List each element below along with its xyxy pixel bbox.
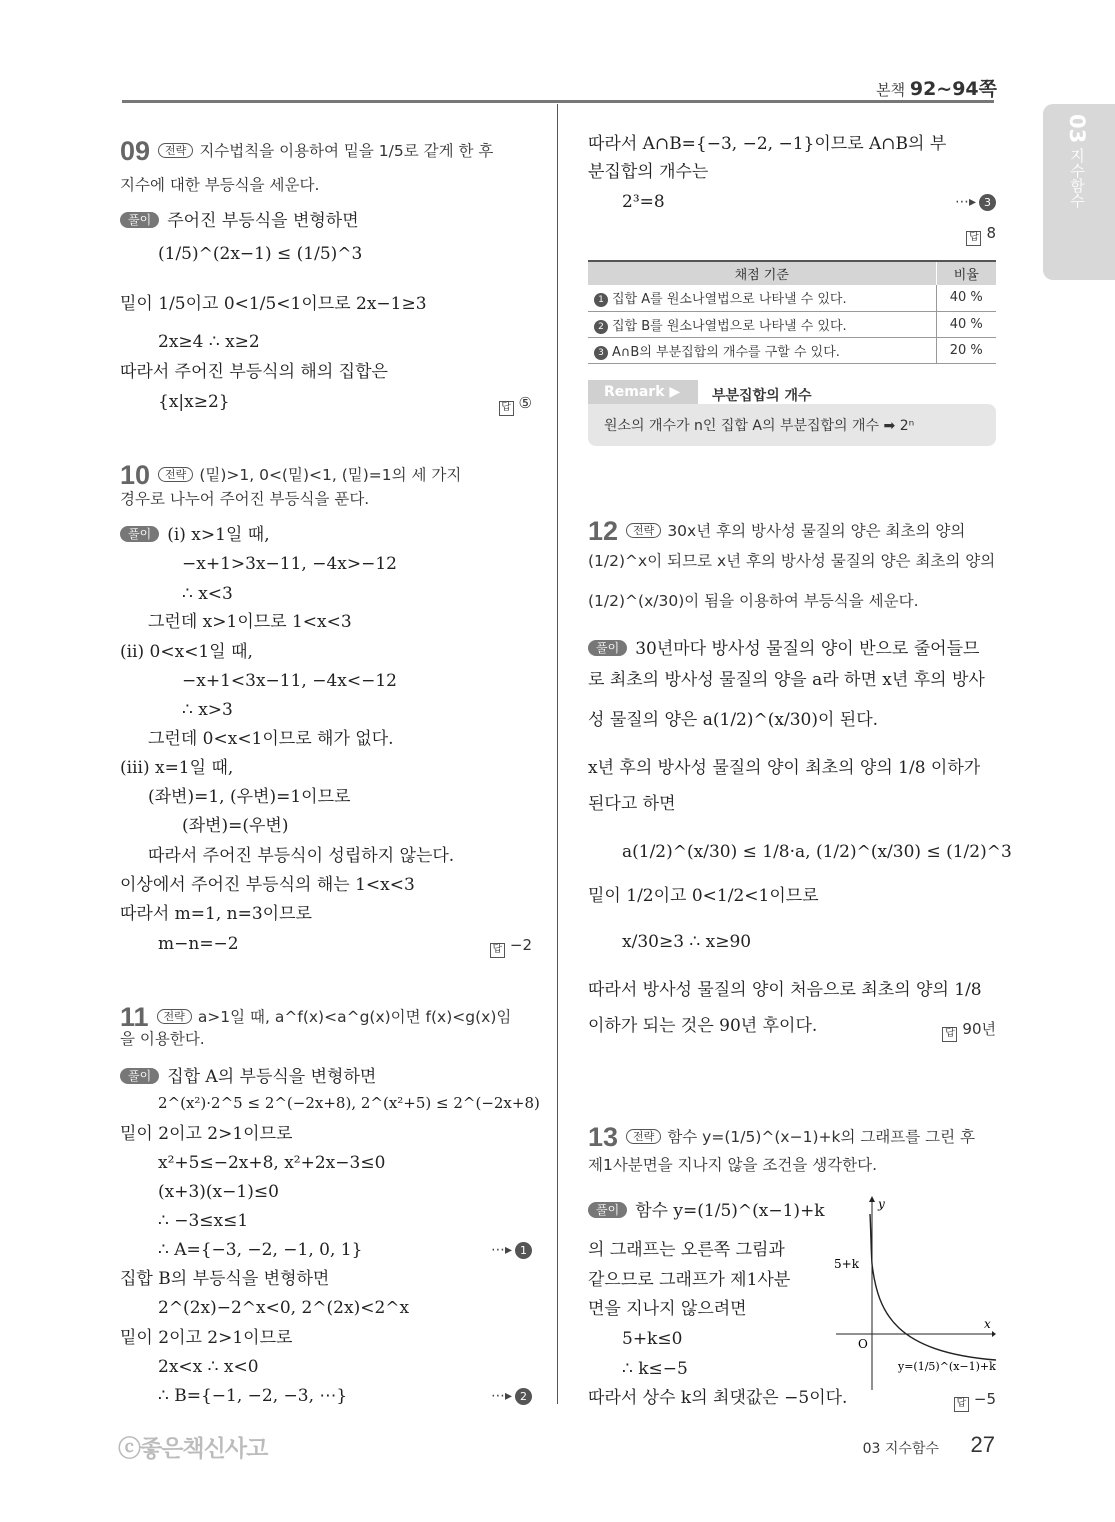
exponential-graph	[832, 1194, 996, 1390]
grading-table: 채점 기준 비율 1 집합 A를 원소나열법으로 나타낼 수 있다. 40 % 2 집합 B를 원소나열법으로 나타낼 수 있다. 40 % 3 A∩B의 부분집합의 개수를 구할 수 있다. 20 %	[588, 260, 996, 364]
text-line: 밑이 2이고 2>1이므로	[120, 1328, 293, 1348]
answer: 답 90년	[942, 1018, 996, 1042]
problem-number: 09	[120, 136, 151, 166]
text-line: ∴ −3≤x≤1	[158, 1211, 249, 1231]
remark-box: Remark ▶ 부분집합의 개수 원소의 개수가 n인 집합 A의 부분집합의 개수 ➡ 2ⁿ	[588, 380, 996, 446]
text-line: 5+k≤0	[622, 1329, 683, 1349]
step-mark: ⋯▸ 1	[491, 1242, 532, 1259]
text-line: a(1/2)^(x/30) ≤ 1/8·a, (1/2)^(x/30) ≤ (1/2)^3	[622, 842, 1012, 862]
solution-tag: 풀이	[588, 640, 627, 656]
header-page-ref: 본책 92~94쪽	[876, 78, 997, 100]
text-line: 이상에서 주어진 부등식의 해는 1<x<3	[120, 875, 415, 895]
text-line: 그런데 0<x<1이므로 해가 없다.	[148, 729, 394, 749]
solution-tag: 풀이	[120, 212, 159, 228]
text-line: 2x<x ∴ x<0	[158, 1357, 259, 1377]
strategy-tag: 전략	[626, 1129, 661, 1144]
text-line: (x+3)(x−1)≤0	[158, 1182, 279, 1202]
text-line: 집합 B의 부등식을 변형하면	[120, 1269, 330, 1289]
text-line: 2x≥4 ∴ x≥2	[158, 332, 260, 352]
solution-tag: 풀이	[588, 1202, 627, 1218]
text-line: 분집합의 개수는	[588, 162, 709, 182]
text-line: (1/2)^(x/30)이 됨을 이용하여 부등식을 세운다.	[588, 592, 919, 610]
text-line: 2³=8	[622, 192, 665, 212]
text-line: 밑이 1/5이고 0<1/5<1이므로 2x−1≥3	[120, 294, 427, 314]
text-line: ∴ A={−3, −2, −1, 0, 1}	[158, 1240, 363, 1260]
column-divider	[557, 104, 558, 1404]
y-axis-label: y	[878, 1197, 885, 1211]
problem-number: 11	[120, 1002, 149, 1032]
text-line: 경우로 나누어 주어진 부등식을 푼다.	[120, 490, 370, 508]
math-line: (1/5)^(2x−1) ≤ (1/5)^3	[158, 244, 363, 264]
text-line: x/30≥3 ∴ x≥90	[622, 932, 752, 952]
publisher-logo: ⓒ좋은책신사고	[118, 1436, 268, 1462]
text-line: (1/2)^x이 되므로 x년 후의 방사성 물질의 양은 최초의 양의	[588, 552, 996, 570]
text-line: (ⅱ) 0<x<1일 때,	[120, 642, 253, 662]
problem-number: 13	[588, 1122, 619, 1152]
text-line: 13 전략 함수 y=(1/5)^(x−1)+k의 그래프를 그린 후	[588, 1122, 976, 1152]
text-line: (좌변)=1, (우변)=1이므로	[148, 787, 351, 807]
text-line: 이하가 되는 것은 90년 후이다.	[588, 1016, 818, 1036]
text-line: 로 최초의 방사성 물질의 양을 a라 하면 x년 후의 방사	[588, 670, 985, 690]
text-line: 따라서 주어진 부등식이 성립하지 않는다.	[148, 846, 455, 866]
answer: 답 −2	[490, 936, 532, 958]
text-line: 2^(2x)−2^x<0, 2^(2x)<2^x	[158, 1298, 410, 1318]
text-line: x²+5≤−2x+8, x²+2x−3≤0	[158, 1153, 386, 1173]
text-line: 풀이 30년마다 방사성 물질의 양이 반으로 줄어들므	[588, 640, 979, 658]
text-line: 풀이 집합 A의 부등식을 변형하면	[120, 1068, 376, 1086]
strategy-tag: 전략	[626, 523, 661, 538]
y-intercept-label: 5+k	[834, 1257, 859, 1271]
text-line: 11 전략 a>1일 때, a^f(x)<a^g(x)이면 f(x)<g(x)임	[120, 1002, 512, 1032]
text-line: m−n=−2	[158, 934, 239, 954]
text-line: 따라서 m=1, n=3이므로	[120, 904, 312, 924]
text-line: 2^(x²)·2^5 ≤ 2^(−2x+8), 2^(x²+5) ≤ 2^(−2x+8)	[158, 1094, 540, 1112]
text-line: 면을 지나지 않으려면	[588, 1299, 747, 1319]
text-line: 10 전략 (밑)>1, 0<(밑)<1, (밑)=1의 세 가지	[120, 460, 462, 490]
page-number: 27	[970, 1432, 995, 1457]
answer: 답 ⑤	[499, 394, 532, 416]
problem-number: 12	[588, 516, 619, 546]
step-mark: ⋯▸ 3	[955, 194, 996, 211]
strategy-tag: 전략	[157, 1009, 192, 1024]
text-line: 따라서 주어진 부등식의 해의 집합은	[120, 362, 388, 382]
curve-label: y=(1/5)^(x−1)+k	[898, 1360, 996, 1373]
text-line: 따라서 상수 k의 최댓값은 −5이다.	[588, 1388, 848, 1408]
text-line: 밑이 1/2이고 0<1/2<1이므로	[588, 886, 819, 906]
footer-section: 03 지수함수	[862, 1441, 939, 1457]
text-line: 풀이 함수 y=(1/5)^(x−1)+k	[588, 1202, 825, 1220]
text-line: ∴ x>3	[182, 700, 233, 720]
solution-tag: 풀이	[120, 1068, 159, 1084]
text-line: 지수에 대한 부등식을 세운다.	[120, 176, 320, 194]
text-line: ∴ k≤−5	[622, 1359, 688, 1379]
text-line: (좌변)=(우변)	[182, 816, 289, 836]
header-rule	[122, 100, 994, 103]
text-line: 12 전략 30x년 후의 방사성 물질의 양은 최초의 양의	[588, 516, 966, 546]
text-line: 제1사분면을 지나지 않을 조건을 생각한다.	[588, 1156, 878, 1174]
text-line: 성 물질의 양은 a(1/2)^(x/30)이 된다.	[588, 710, 879, 730]
text-line: −x+1<3x−11, −4x<−12	[182, 671, 397, 691]
text-line: 09 전략 지수법칙을 이용하여 밑을 1/5로 같게 한 후	[120, 136, 494, 166]
solution-tag: 풀이	[120, 526, 159, 542]
text-line: (ⅲ) x=1일 때,	[120, 758, 234, 778]
origin-label: O	[858, 1337, 868, 1351]
text-line: {x|x≥2}	[158, 392, 230, 412]
text-line: 풀이 주어진 부등식을 변형하면	[120, 212, 359, 230]
chapter-side-tab[interactable]: 03 지수함수	[1043, 104, 1115, 280]
strategy-tag: 전략	[158, 143, 193, 158]
text-line: 된다고 하면	[588, 794, 676, 814]
text-line: 을 이용한다.	[120, 1030, 205, 1048]
answer: 답 −5	[954, 1390, 996, 1412]
problem-number: 10	[120, 460, 151, 490]
text-line: −x+1>3x−11, −4x>−12	[182, 554, 397, 574]
strategy-tag: 전략	[158, 467, 193, 482]
text-line: 따라서 방사성 물질의 양이 처음으로 최초의 양의 1/8	[588, 980, 982, 1000]
text-line: 밑이 2이고 2>1이므로	[120, 1124, 293, 1144]
text-line: 그런데 x>1이므로 1<x<3	[148, 612, 352, 632]
text-line: ∴ x<3	[182, 584, 233, 604]
text-line: x년 후의 방사성 물질의 양이 최초의 양의 1/8 이하가	[588, 758, 981, 778]
text-line: 같으므로 그래프가 제1사분	[588, 1270, 791, 1290]
text-line: ∴ B={−1, −2, −3, ⋯}	[158, 1386, 348, 1406]
text-line: 풀이 (ⅰ) x>1일 때,	[120, 526, 270, 544]
x-axis-label: x	[984, 1317, 991, 1331]
answer: 답 8	[966, 224, 996, 246]
text-line: 의 그래프는 오른쪽 그림과	[588, 1240, 785, 1260]
step-mark: ⋯▸ 2	[491, 1388, 532, 1405]
text-line: 따라서 A∩B={−3, −2, −1}이므로 A∩B의 부	[588, 134, 947, 154]
